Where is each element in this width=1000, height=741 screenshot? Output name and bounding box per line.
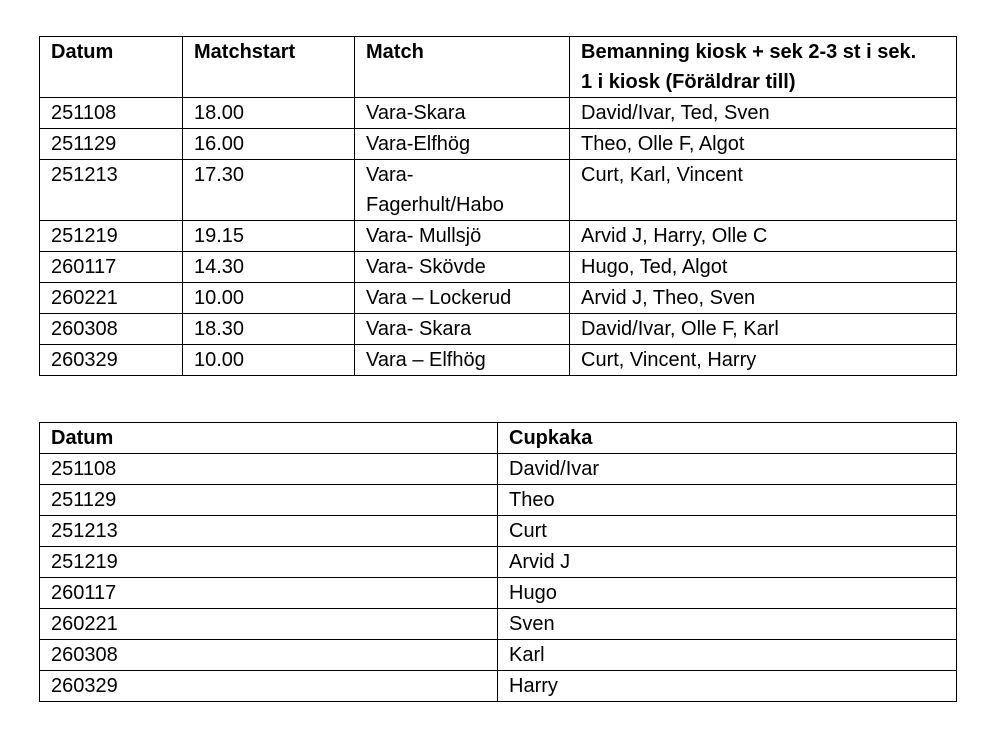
cell-staff: Arvid J, Harry, Olle C <box>570 221 957 252</box>
cell-datum: 251219 <box>40 221 183 252</box>
table-row <box>40 547 957 578</box>
cell-matchstart: 14.30 <box>183 252 355 283</box>
cell-datum: 260329 <box>40 671 498 702</box>
cell-match: Vara-Fagerhult/Habo <box>355 160 570 221</box>
cell-staff: Theo, Olle F, Algot <box>570 129 957 160</box>
cell-matchstart: 18.30 <box>183 314 355 345</box>
cell-match: Vara- Skara <box>355 314 570 345</box>
table-row <box>40 640 957 671</box>
cell-matchstart: 18.00 <box>183 98 355 129</box>
cell-match: Vara- Mullsjö <box>355 221 570 252</box>
cell-staff: Arvid J, Theo, Sven <box>570 283 957 314</box>
table-row <box>40 98 957 129</box>
cell-staff: Curt, Karl, Vincent <box>570 160 957 221</box>
cell-datum: 260117 <box>40 252 183 283</box>
table-row <box>40 454 957 485</box>
table-row <box>40 129 957 160</box>
table-row <box>40 485 957 516</box>
cell-cupkaka: David/Ivar <box>498 454 957 485</box>
cell-matchstart: 19.15 <box>183 221 355 252</box>
cell-datum: 260329 <box>40 345 183 376</box>
cell-datum: 260221 <box>40 609 498 640</box>
cell-cupkaka: Harry <box>498 671 957 702</box>
cell-match: Vara-Skara <box>355 98 570 129</box>
cupcake-header-row <box>40 423 957 454</box>
cell-datum: 251213 <box>40 160 183 221</box>
cell-match: Vara – Lockerud <box>355 283 570 314</box>
table-row <box>40 609 957 640</box>
header-match: Match <box>355 37 570 98</box>
cell-staff: David/Ivar, Ted, Sven <box>570 98 957 129</box>
cell-cupkaka: Karl <box>498 640 957 671</box>
cell-datum: 251129 <box>40 129 183 160</box>
header-bemanning: Bemanning kiosk + sek 2-3 st i sek. 1 i kiosk (Föräldrar till) <box>570 37 957 98</box>
cell-datum: 251129 <box>40 485 498 516</box>
cell-matchstart: 17.30 <box>183 160 355 221</box>
table-row <box>40 314 957 345</box>
cell-match: Vara- Skövde <box>355 252 570 283</box>
cell-staff: Hugo, Ted, Algot <box>570 252 957 283</box>
cell-staff: David/Ivar, Olle F, Karl <box>570 314 957 345</box>
cell-matchstart: 16.00 <box>183 129 355 160</box>
table-row <box>40 516 957 547</box>
cell-datum: 251108 <box>40 98 183 129</box>
cell-matchstart: 10.00 <box>183 283 355 314</box>
cell-datum: 251213 <box>40 516 498 547</box>
header-cupkaka: Cupkaka <box>498 423 957 454</box>
table-row <box>40 252 957 283</box>
table-row <box>40 345 957 376</box>
cupcake-table <box>39 422 957 702</box>
table-row <box>40 160 957 221</box>
schedule-header-row <box>40 37 957 98</box>
cell-datum: 260308 <box>40 314 183 345</box>
cell-cupkaka: Sven <box>498 609 957 640</box>
header-datum: Datum <box>40 37 183 98</box>
schedule-table <box>39 36 957 376</box>
cell-cupkaka: Hugo <box>498 578 957 609</box>
cell-staff: Curt, Vincent, Harry <box>570 345 957 376</box>
cell-cupkaka: Arvid J <box>498 547 957 578</box>
cell-cupkaka: Curt <box>498 516 957 547</box>
cell-datum: 251108 <box>40 454 498 485</box>
table-row <box>40 283 957 314</box>
cell-matchstart: 10.00 <box>183 345 355 376</box>
header-datum: Datum <box>40 423 498 454</box>
table-row <box>40 671 957 702</box>
cell-match: Vara – Elfhög <box>355 345 570 376</box>
table-row <box>40 221 957 252</box>
cell-cupkaka: Theo <box>498 485 957 516</box>
cell-match: Vara-Elfhög <box>355 129 570 160</box>
cell-datum: 260221 <box>40 283 183 314</box>
cell-datum: 260308 <box>40 640 498 671</box>
cell-datum: 260117 <box>40 578 498 609</box>
header-matchstart: Matchstart <box>183 37 355 98</box>
cell-datum: 251219 <box>40 547 498 578</box>
table-row <box>40 578 957 609</box>
